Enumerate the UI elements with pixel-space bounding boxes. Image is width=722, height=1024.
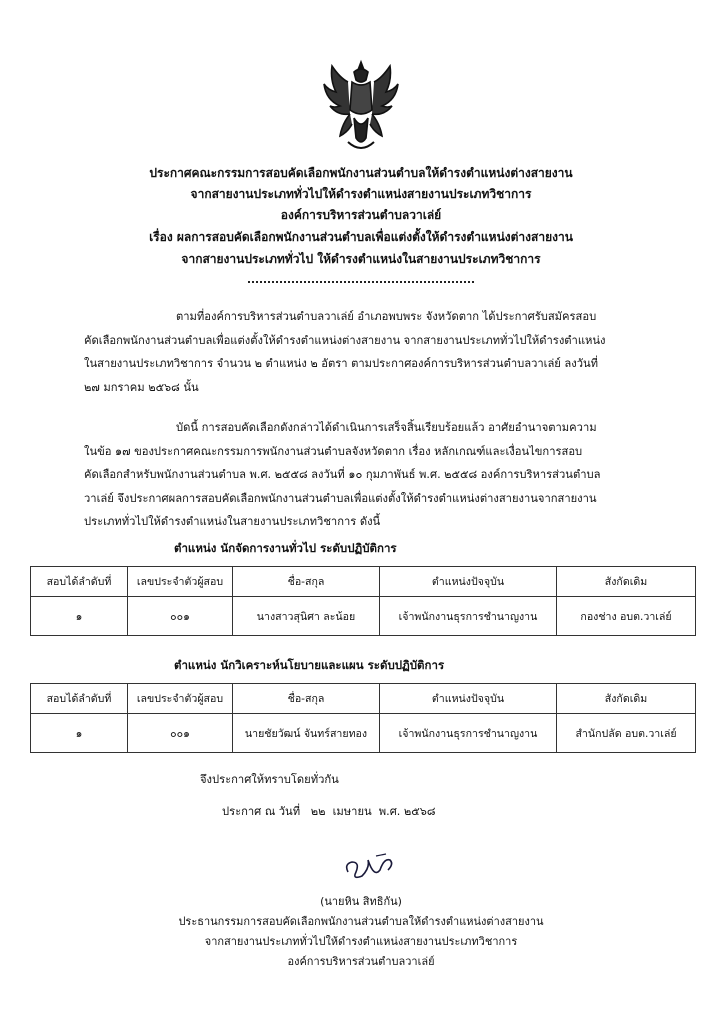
paragraph-1 [84, 305, 640, 399]
col-header: ตำแหน่งปัจจุบัน [380, 684, 557, 714]
cell-department: กองช่าง อบต.วาเล่ย์ [557, 597, 696, 636]
cell-rank: ๑ [31, 597, 128, 636]
paragraph-line: ตามที่องค์การบริหารส่วนตำบลวาเล่ย์ อำเภอพบพระ จังหวัดตาก ได้ประกาศรับสมัครสอบ [176, 310, 597, 323]
header-line: จากสายงานประเภททั่วไป ให้ดำรงตำแหน่งในสายงานประเภทวิชาการ [181, 252, 541, 266]
paragraph-line: ในข้อ ๑๗ ของประกาศคณะกรรมการพนักงานส่วนตำบลจังหวัดตาก เรื่อง หลักเกณฑ์และเงื่อนไขการสอบ [84, 444, 583, 458]
header-line: ประกาศคณะกรรมการสอบคัดเลือกพนักงานส่วนตำบลให้ดำรงตำแหน่งต่างสายงาน [149, 166, 573, 180]
signer-title: ประธานกรรมการสอบคัดเลือกพนักงานส่วนตำบลให้ดำรงตำแหน่งต่างสายงาน [178, 915, 544, 928]
col-header: สังกัดเดิม [557, 684, 696, 714]
dotted-divider [248, 281, 474, 283]
header-subject: เรื่อง ผลการสอบคัดเลือกพนักงานส่วนตำบลเพื่อแต่งตั้งให้ดำรงตำแหน่งต่างสายงาน [149, 230, 573, 244]
col-header: ชื่อ-สกุล [233, 684, 380, 714]
paragraph-line: ในสายงานประเภทวิชาการ จำนวน ๒ ตำแหน่ง ๒ อัตรา ตามประกาศองค์การบริหารส่วนตำบลวาเล่ย์ ลงวันที่ [84, 357, 599, 370]
signer-title: จากสายงานประเภททั่วไปให้ดำรงตำแหน่งสายงานประเภทวิชาการ [204, 935, 518, 948]
paragraph-line: วาเล่ย์ จึงประกาศผลการสอบคัดเลือกพนักงานส่วนตำบลเพื่อแต่งตั้งให้ดำรงตำแหน่งต่างสายงานจากสายงาน [84, 491, 597, 505]
garuda-emblem-icon [318, 58, 404, 154]
col-header: ตำแหน่งปัจจุบัน [380, 567, 557, 597]
cell-position: เจ้าพนักงานธุรการชำนาญงาน [380, 597, 557, 636]
col-header: เลขประจำตัวผู้สอบ [128, 567, 233, 597]
header-line: จากสายงานประเภททั่วไปให้ดำรงตำแหน่งสายงานประเภทวิชาการ [190, 187, 532, 201]
results-table [30, 683, 696, 753]
paragraph-line: คัดเลือกสำหรับพนักงานส่วนตำบล พ.ศ. ๒๕๕๘ ลงวันที่ ๑๐ กุมภาพันธ์ พ.ศ. ๒๕๕๘ องค์การบริหารส่วนตำบล [84, 468, 601, 481]
cell-exam-id: ๐๐๑ [128, 597, 233, 636]
closing-text: จึงประกาศให้ทราบโดยทั่วกัน [200, 773, 339, 786]
announce-date: ประกาศ ณ วันที่ ๒๒ เมษายน พ.ศ. ๒๕๖๘ [222, 805, 436, 818]
table-row [31, 597, 696, 636]
col-header: สอบได้ลำดับที่ [31, 567, 128, 597]
cell-exam-id: ๐๐๑ [128, 714, 233, 753]
paragraph-line: ๒๗ มกราคม ๒๕๖๘ นั้น [84, 380, 199, 394]
results-table [30, 566, 696, 636]
paragraph-line: บัดนี้ การสอบคัดเลือกดังกล่าวได้ดำเนินการเสร็จสิ้นเรียบร้อยแล้ว อาศัยอำนาจตามความ [176, 421, 597, 434]
handwritten-signature [340, 850, 400, 884]
paragraph-line: ประเภททั่วไปให้ดำรงตำแหน่งในสายงานประเภทวิชาการ ดังนี้ [84, 515, 381, 528]
col-header: สังกัดเดิม [557, 567, 696, 597]
table-row [31, 714, 696, 753]
signer-name: (นายหิน สิทธิกัน) [320, 895, 402, 908]
paragraph-line: คัดเลือกพนักงานส่วนตำบลเพื่อแต่งตั้งให้ดำรงตำแหน่งต่างสายงาน จากสายงานประเภททั่วไปให้ดำรงตำแหน่ง [84, 333, 606, 347]
cell-name: นางสาวสุนิศา ละน้อย [233, 597, 380, 636]
paragraph-2 [84, 416, 640, 534]
section-title: ตำแหน่ง นักจัดการงานทั่วไป ระดับปฏิบัติการ [174, 541, 397, 555]
cell-position: เจ้าพนักงานธุรการชำนาญงาน [380, 714, 557, 753]
col-header: สอบได้ลำดับที่ [31, 684, 128, 714]
col-header: ชื่อ-สกุล [233, 567, 380, 597]
cell-rank: ๑ [31, 714, 128, 753]
section-title: ตำแหน่ง นักวิเคราะห์นโยบายและแผน ระดับปฏิบัติการ [174, 658, 445, 672]
cell-name: นายชัยวัฒน์ จันทร์สายทอง [233, 714, 380, 753]
col-header: เลขประจำตัวผู้สอบ [128, 684, 233, 714]
cell-department: สำนักปลัด อบต.วาเล่ย์ [557, 714, 696, 753]
header-line: องค์การบริหารส่วนตำบลวาเล่ย์ [280, 208, 442, 222]
signer-title: องค์การบริหารส่วนตำบลวาเล่ย์ [287, 955, 435, 968]
